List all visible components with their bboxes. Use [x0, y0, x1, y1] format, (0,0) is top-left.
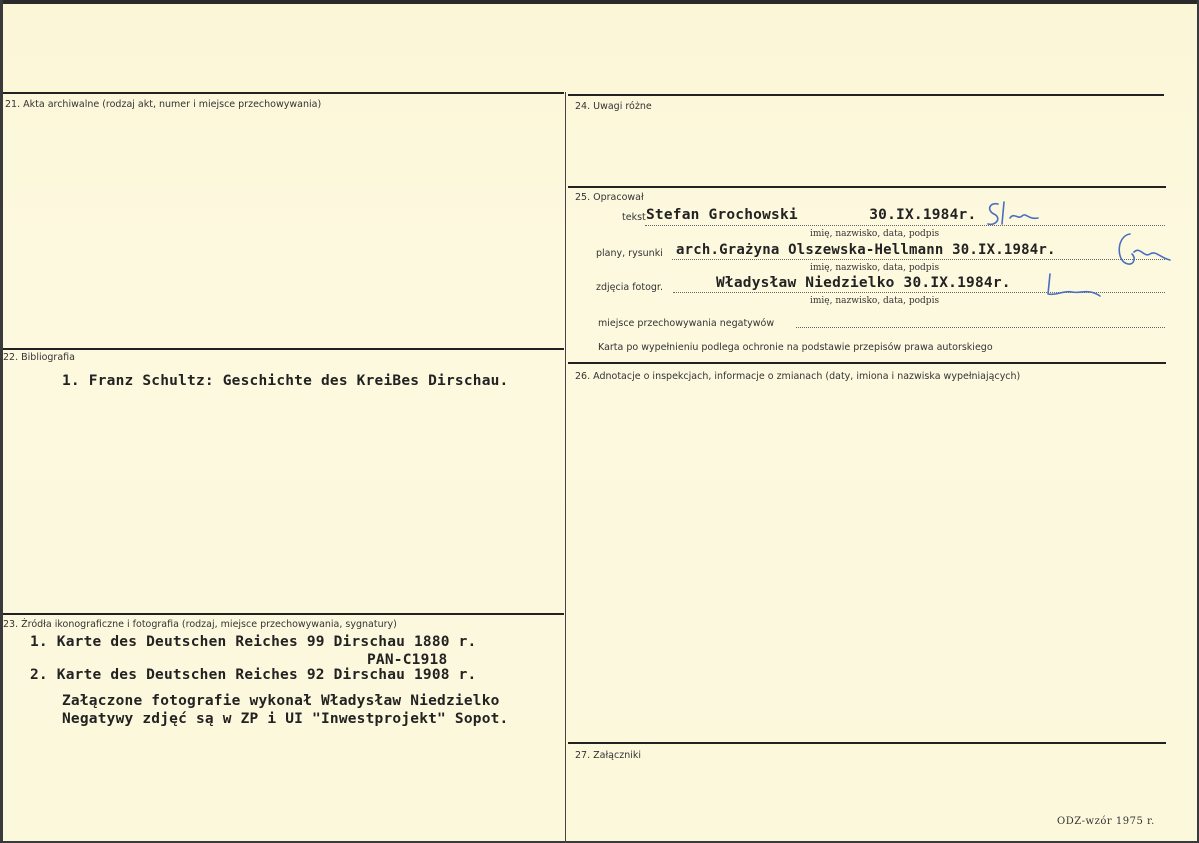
rule-26-top: [568, 362, 1166, 364]
tekst-caption: imię, nazwisko, data, podpis: [810, 229, 940, 239]
column-divider: [565, 92, 566, 843]
copyright-note: Karta po wypełnieniu podlega ochronie na podstawie przepisów prawa autorskiego: [598, 342, 993, 353]
signature-olszewska: [1110, 228, 1174, 274]
section-26-label: 26. Adnotacje o inspekcjach, informacje o zmianach (daty, imiona i nazwiska wypełniających): [575, 371, 1021, 382]
photo-note-1: Załączone fotografie wykonał Władysław Niedzielko: [62, 693, 500, 709]
zdjecia-label: zdjęcia fotogr.: [596, 282, 663, 293]
tekst-label: tekst: [622, 212, 646, 223]
rule-25-top: [568, 186, 1166, 188]
tekst-value: Stefan Grochowski 30.IX.1984r.: [646, 207, 977, 223]
plany-caption: imię, nazwisko, data, podpis: [810, 263, 940, 273]
zdjecia-caption: imię, nazwisko, data, podpis: [810, 296, 940, 306]
rule-27-top: [568, 742, 1166, 744]
rule-top-left: [3, 92, 564, 94]
signature-niedzielko: [1040, 272, 1104, 302]
zdjecia-value: Władysław Niedzielko 30.IX.1984r.: [716, 275, 1011, 291]
section-22-label: 22. Bibliografia: [3, 352, 75, 363]
card-edge-top: [0, 0, 1199, 4]
section-25-label: 25. Opracował: [575, 192, 644, 203]
plany-label: plany, rysunki: [596, 248, 663, 259]
negatives-location-label: miejsce przechowywania negatywów: [598, 318, 775, 329]
source-entry-1-signature: PAN-C1918: [367, 652, 448, 668]
rule-top-right: [568, 94, 1164, 96]
source-entry-2: 2. Karte des Deutschen Reiches 92 Dirschau 1908 r.: [30, 667, 477, 683]
form-version-footer: ODZ-wzór 1975 r.: [1057, 816, 1155, 827]
section-27-label: 27. Załączniki: [575, 750, 641, 761]
section-23-label: 23. Źródła ikonograficzne i fotografia (rodzaj, miejsce przechowywania, sygnatury): [3, 619, 397, 630]
card-edge-left: [0, 0, 3, 843]
section-21-label: 21. Akta archiwalne (rodzaj akt, numer i miejsce przechowywania): [5, 99, 322, 110]
bibliography-entry: 1. Franz Schultz: Geschichte des KreiBes Dirschau.: [62, 373, 509, 389]
tekst-dotline: [645, 225, 1165, 226]
negatives-dotline: [796, 327, 1165, 328]
source-entry-1: 1. Karte des Deutschen Reiches 99 Dirschau 1880 r.: [30, 634, 477, 650]
signature-grochowski: [982, 198, 1042, 232]
plany-dotline: [672, 259, 1165, 260]
rule-23-top: [3, 613, 564, 615]
section-24-label: 24. Uwagi różne: [575, 101, 652, 112]
plany-value: arch.Grażyna Olszewska-Hellmann 30.IX.1984r.: [676, 242, 1056, 258]
rule-22-top: [3, 348, 564, 350]
photo-note-2: Negatywy zdjęć są w ZP i UI "Inwestprojekt" Sopot.: [62, 711, 509, 727]
